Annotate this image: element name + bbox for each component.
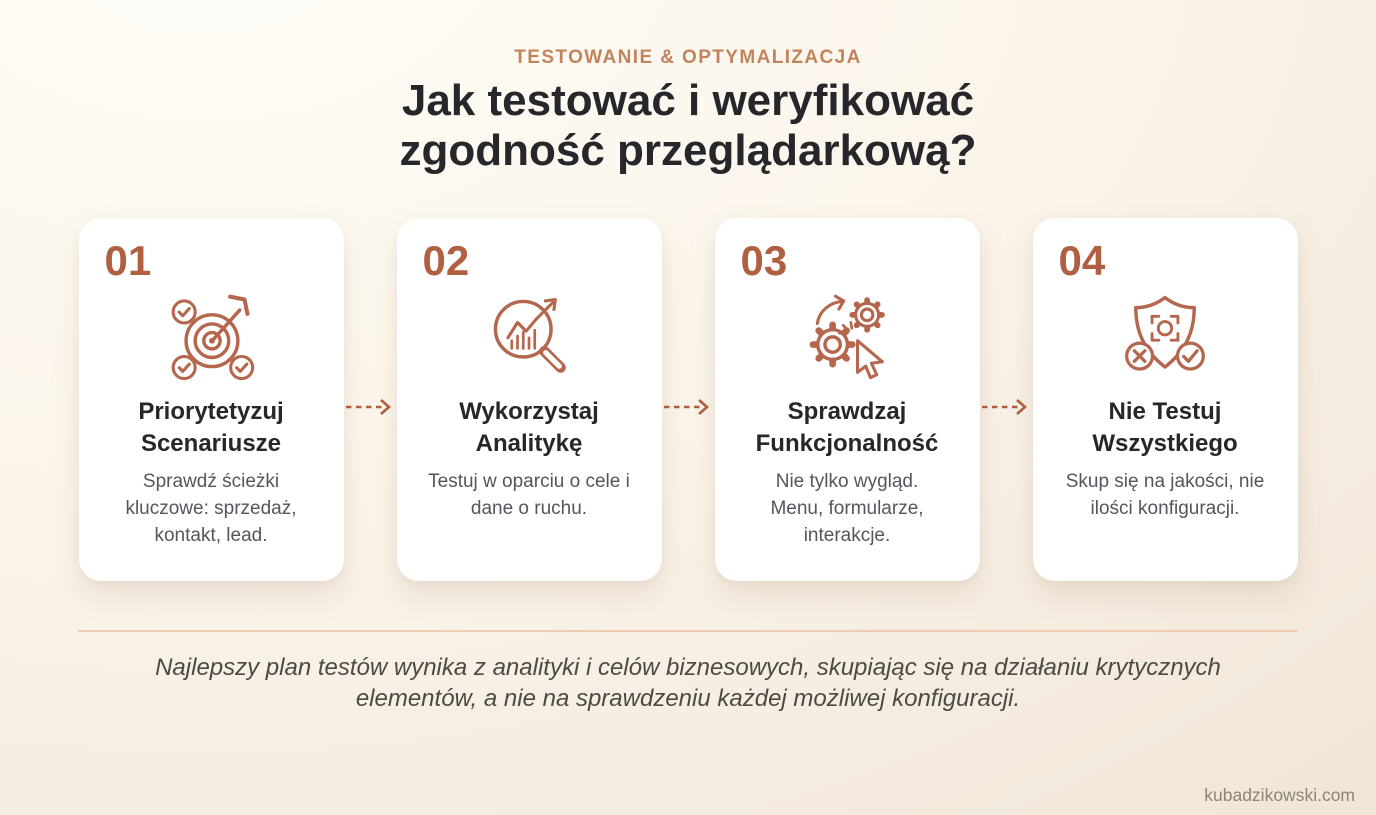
step-card-4 [1033,218,1298,581]
dashed-arrow-icon [980,398,1033,416]
shield-scan-icon [1119,288,1211,380]
step-title: Sprawdzaj Funkcjonalność [755,398,939,457]
header [0,47,1376,176]
step-description: Nie tylko wygląd. Menu, formularze, interakcje. [770,470,924,546]
summary-note: Najlepszy plan testów wynika z analityki i celów biznesowych, skupiając się na działaniu krytycznych elementów, a nie na sprawdzeniu każdej możliwej konfiguracji. [155,654,1221,712]
step-title: Wykorzystaj Analitykę [459,398,599,457]
steps-row [0,218,1376,581]
step-number: 02 [422,237,470,285]
gears-cursor-icon [801,288,893,380]
step-description: Skup się na jakości, nie ilości konfiguracji. [1065,470,1265,519]
step-description: Testuj w oparciu o cele i dane o ruchu. [428,470,630,519]
step-card-2 [397,218,662,581]
target-checks-icon [165,288,257,380]
divider [78,630,1298,632]
dashed-arrow-icon [344,398,397,416]
step-description: Sprawdź ścieżki kluczowe: sprzedaż, kontakt, lead. [125,470,297,546]
step-title: Nie Testuj Wszystkiego [1092,398,1238,457]
page-title-line-1: Jak testować i weryfikować [401,76,975,125]
step-number: 01 [104,237,152,285]
page-title-line-2: zgodność przeglądarkową? [399,126,977,176]
step-title: Priorytetyzuj Scenariusze [138,398,284,457]
step-card-3 [715,218,980,581]
watermark: kubadzikowski.com [1204,785,1355,805]
eyebrow-label: TESTOWANIE & OPTYMALIZACJA [514,47,862,68]
step-number: 04 [1058,237,1106,285]
infographic-page [0,47,1376,815]
analytics-magnifier-icon [483,288,575,380]
dashed-arrow-icon [662,398,715,416]
step-number: 03 [740,237,788,285]
page-title [0,76,1376,176]
step-card-1 [79,218,344,581]
